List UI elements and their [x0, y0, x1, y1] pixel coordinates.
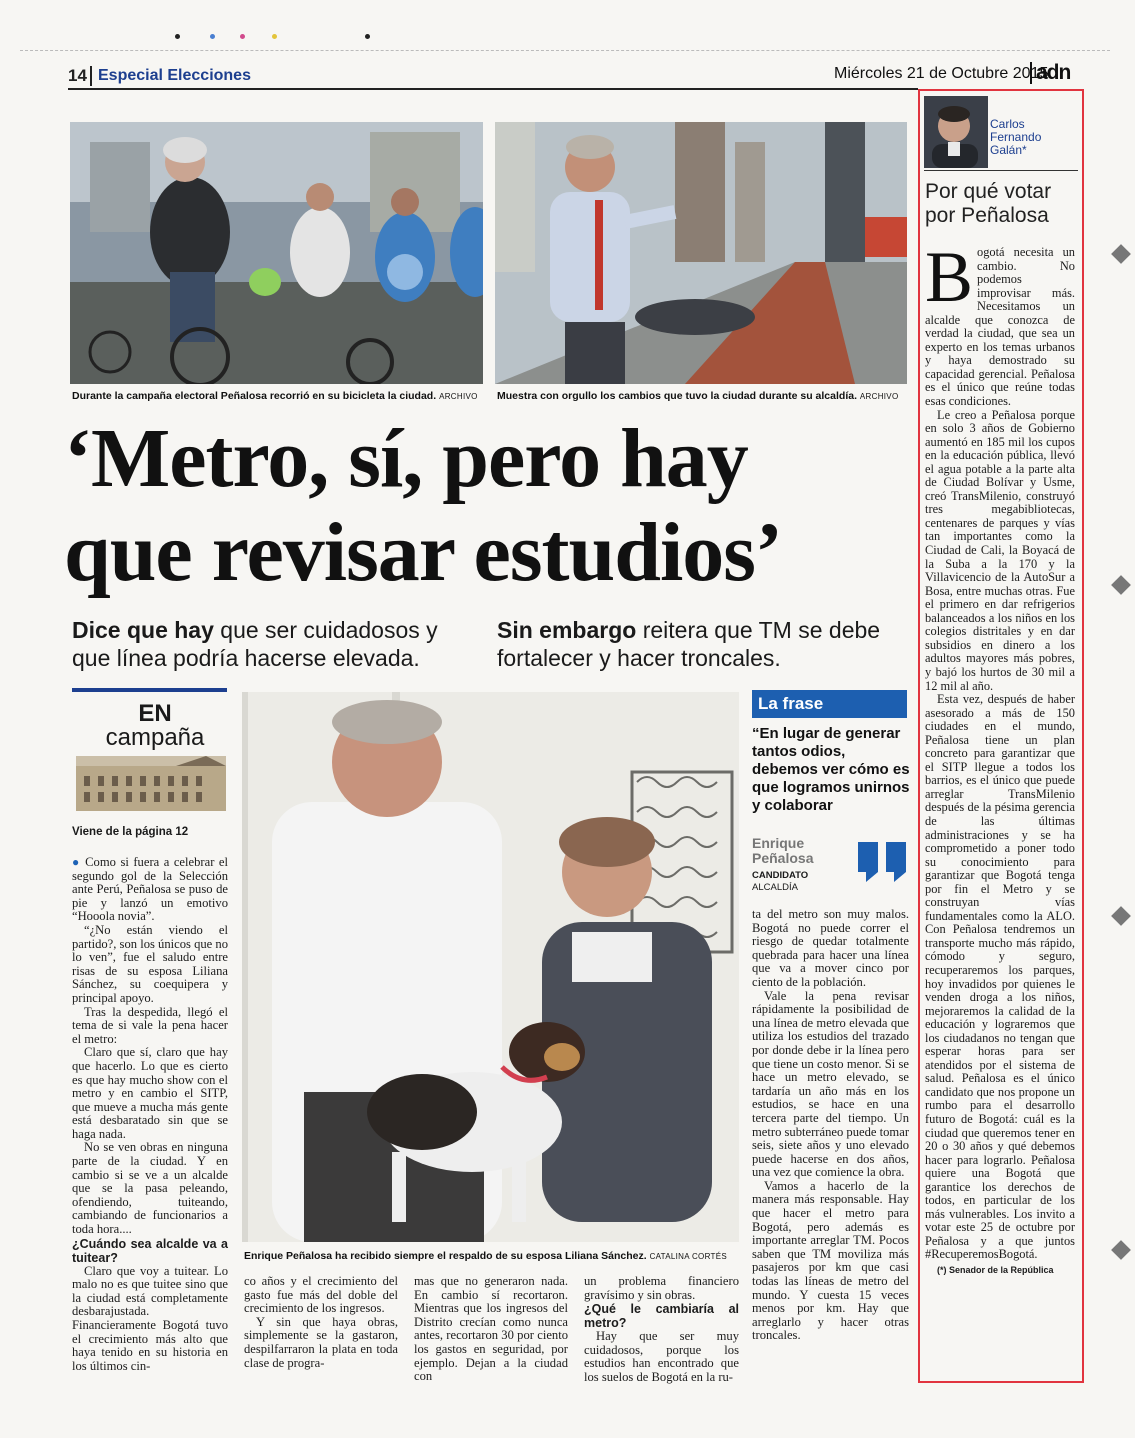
main-headline	[64, 412, 914, 600]
article-column-5	[752, 908, 909, 1343]
article-paragraph: ta del metro son muy malos. Bogotá no puede correr el riesgo de quedar totalmente quebrada para hacer una línea que va a mover cinco por ciento de la población.	[752, 907, 909, 989]
print-registration-dots	[175, 34, 375, 44]
en-campana-word-1: EN	[138, 700, 172, 727]
main-caption-text: Enrique Peñalosa ha recibido siempre el respaldo de su esposa Liliana Sánchez.	[244, 1250, 647, 1262]
main-couple-photo	[242, 692, 739, 1242]
cyclists-credit: ARCHIVO	[439, 392, 478, 401]
la-frase-label: La frase	[752, 690, 907, 718]
street-caption-text: Muestra con orgullo los cambios que tuvo la ciudad durante su alcaldía.	[497, 390, 857, 402]
question-heading: ¿Qué le cambiaría al metro?	[584, 1302, 739, 1331]
article-paragraph: Claro que sí, claro que hay que hacerlo. Lo que es cierto es que hay mucho show con el metro y en cambio el SITP, que mueve a mucha más gente está desbaratado sin que se haga nada.	[72, 1045, 228, 1141]
quote-author-role	[752, 870, 808, 894]
quote-mark-icon	[858, 842, 908, 882]
article-paragraph: Claro que voy a tuitear. Lo malo no es que tuitee sino que la ciudad está completamente desbarajustada. Financieramente Bogotá tuvo el crecimiento más alto que haya tenido en su historia en los últimos cin-	[72, 1263, 228, 1373]
opinion-paragraph: Esta vez, después de haber asesorado a más de 150 ciudades en el mundo, Peñalosa tiene un plan concreto para garantizar que el SITP llegue a todos los barrios, es el único que puede arreglar TransMilenio después de la pésima gerencia de las últimas administraciones y se ha comprometido a poner todo su conocimiento para garantizar que Bogotá tenga por fin el Metro y se construyan vías fundamentales como la ALO. Con Peñalosa tendremos un transporte mucho más rápido, cómodo y seguro, recuperaremos los parques, hoy invadidos por quienes le venden droga a los niños, mejoraremos la calidad de la educación y lograremos que los ciudadanos no tengan que esperar horas para ser atendidos por el sistema de salud. Peñalosa es el único candidato que nos propone un rumbo para el desarrollo futuro de Bogotá: cuál es la ciudad que queremos tener en 20 o 30 años y qué debemos hacer para lograrlo. Peñalosa quiere una Bogotá que garantice los derechos de todos, en particular de los más vulnerables. Los invito a votar este 25 de octubre por Peñalosa y a que juntos #RecuperemosBogotá.	[925, 692, 1075, 1262]
article-paragraph: un problema financiero gravísimo y sin obras.	[584, 1274, 739, 1302]
cyclists-photo	[70, 122, 483, 384]
header-separator	[90, 66, 92, 86]
main-photo-caption	[244, 1250, 744, 1263]
en-campana-word-2: campaña	[105, 724, 205, 751]
article-paragraph: Tras la despedida, llegó el tema de si vale la pena hacer el metro:	[72, 1004, 228, 1046]
opinion-text	[925, 237, 1075, 1278]
headline-line-1: ‘Metro, sí, pero hay	[64, 412, 748, 505]
article-column-3	[414, 1275, 568, 1384]
continued-from: Viene de la página 12	[72, 826, 189, 838]
en-campana-bar	[72, 688, 227, 692]
cyclists-caption-text: Durante la campaña electoral Peñalosa recorrió en su bicicleta la ciudad.	[72, 390, 437, 402]
columnist-name-line-1: Carlos	[990, 117, 1025, 131]
main-photo-credit: CATALINA CORTÉS	[649, 1252, 727, 1261]
subhead-right-bold: Sin embargo	[497, 617, 637, 643]
sidebar-rule	[924, 170, 1078, 171]
article-paragraph: Vamos a hacerlo de la manera más responsable. Hay que hacer el metro para Bogotá, pero además es importante arreglar TM. Pocos saben que TM moviliza más pasajeros por km que casi todas las líneas de metro del mundo. Y cuesta 15 veces menos por km. Hay que arreglarlo y hacer otras troncales.	[752, 1178, 909, 1343]
street-photo	[495, 122, 907, 384]
header-rule	[68, 88, 918, 90]
newspaper-logo: adn	[1030, 62, 1076, 84]
columnist-name-line-3: Galán*	[990, 143, 1027, 157]
article-column-2	[244, 1275, 398, 1370]
section-title: Especial Elecciones	[98, 67, 251, 84]
article-paragraph: “¿No están viendo el partido?, son los únicos que no lo ven”, fue el saludo entre risas de su esposa Liliana Sánchez, su coequipera y principal apoyo.	[72, 922, 229, 1005]
street-caption	[497, 390, 917, 403]
subhead-left-text: que ser cuidadosos y que línea podría hacerse elevada.	[72, 617, 438, 671]
en-campana-title	[80, 702, 230, 750]
columnist-name-line-2: Fernando	[990, 130, 1042, 144]
street-credit: ARCHIVO	[859, 392, 899, 401]
drop-cap: B	[925, 237, 974, 317]
quote-author: Enrique Peñalosa	[752, 835, 814, 866]
article-paragraph: co años y el crecimiento del gasto fue más del doble del crecimiento de los ingresos.	[244, 1274, 398, 1316]
columnist-name	[990, 118, 1041, 157]
pull-quote: “En lugar de generar tantos odios, debemos ver cómo es que logramos unirnos y colaborar	[752, 725, 910, 814]
quote-role-line-2: ALCALDÍA	[752, 882, 798, 893]
subhead-left-bold: Dice que hay	[72, 617, 214, 643]
page-number: 14	[68, 66, 87, 85]
quote-role-line-1: CANDIDATO	[752, 870, 809, 881]
headline-line-2: que revisar estudios’	[64, 506, 782, 599]
bullet-icon: ●	[72, 855, 81, 869]
opinion-paragraph: ogotá necesita un cambio. No podemos improvisar más. Necesitamos un alcalde que conozca de verdad la ciudad, que sea un experto en los temas urbanos y haya demostrado su capacidad gerencial. Peñalosa es el único que reúne todas esas condiciones.	[925, 245, 1075, 409]
article-paragraph: No se ven obras en ninguna parte de la ciudad. Y en cambio si se ve a un alcalde que se la pasa peleando, ofendiendo, tuiteando, cambiando de funcionarios a toda hora....	[72, 1140, 228, 1237]
question-heading: ¿Cuándo sea alcalde va a tuitear?	[72, 1236, 228, 1265]
subhead-right-text: reitera que TM se debe fortalecer y hacer troncales.	[497, 617, 881, 671]
top-trim-line	[20, 50, 1110, 51]
subhead-left	[72, 616, 477, 672]
cyclists-caption	[72, 390, 492, 403]
issue-date: Miércoles 21 de Octubre 2015	[834, 65, 1049, 82]
article-paragraph: Vale la pena revisar rápidamente la posibilidad de una línea de metro elevada que utiliza los estudios del trazado por donde debe ir la línea pero que tiene un costo menor. Si se hace un metro elevado, se tardaría un año más en los estudios, se hace en una tercera parte del tiempo. Un metro subterráneo puede tomar seis, siete años y uno elevado puede hacerse en dos años, una vez que comience la obra.	[752, 988, 910, 1180]
opinion-paragraph: Le creo a Peñalosa porque en solo 3 años de Gobierno aumentó en 185 mil los cupos en la educación pública, llevó el agua potable a la parte alta de Ciudad Bolívar y Usme, creó TransMilenio, construyó tres megabibliotecas, centenares de parques y vías tan importantes como la Ciudad de Cali, la Boyacá de la Suba a la 170 y la Villavicencio de la AutoSur a Bosa, entre muchas otras. Fue el primero en dar refrigerios balanceados a los niños en los colegios distritales y en dar subsidios en dinero a los adultos mayores más pobres, y bajó los hurtos de 30 mil a 12 mil al año.	[925, 407, 1075, 693]
article-paragraph: Hay que ser muy cuidadosos, porque los estudios han encontrado que los suelos de Bogotá en la ru-	[584, 1329, 739, 1384]
building-thumbnail	[76, 756, 226, 811]
subhead-right	[497, 616, 907, 672]
article-paragraph: Y sin que haya obras, simplemente se la gastaron, despilfarraron la plata en toda clase de progra-	[244, 1314, 398, 1370]
columnist-footnote: (*) Senador de la República	[937, 1265, 1054, 1276]
opinion-title: Por qué votar por Peñalosa	[925, 180, 1052, 227]
columnist-photo	[924, 96, 988, 168]
article-column-4	[584, 1275, 739, 1385]
article-paragraph: mas que no generaron nada. En cambio sí recortaron. Mientras que los ingresos del Distrito crecían como nunca antes, recortaron 30 por ciento los gastos en seguridad, por ejemplo. Dejan a la ciudad con	[414, 1274, 568, 1384]
article-paragraph: Como si fuera a celebrar el segundo gol de la Selección ante Perú, Peñalosa se puso de pie y lanzó un emotivo “Hooola novia”.	[72, 855, 228, 924]
article-column-1	[72, 856, 228, 1373]
